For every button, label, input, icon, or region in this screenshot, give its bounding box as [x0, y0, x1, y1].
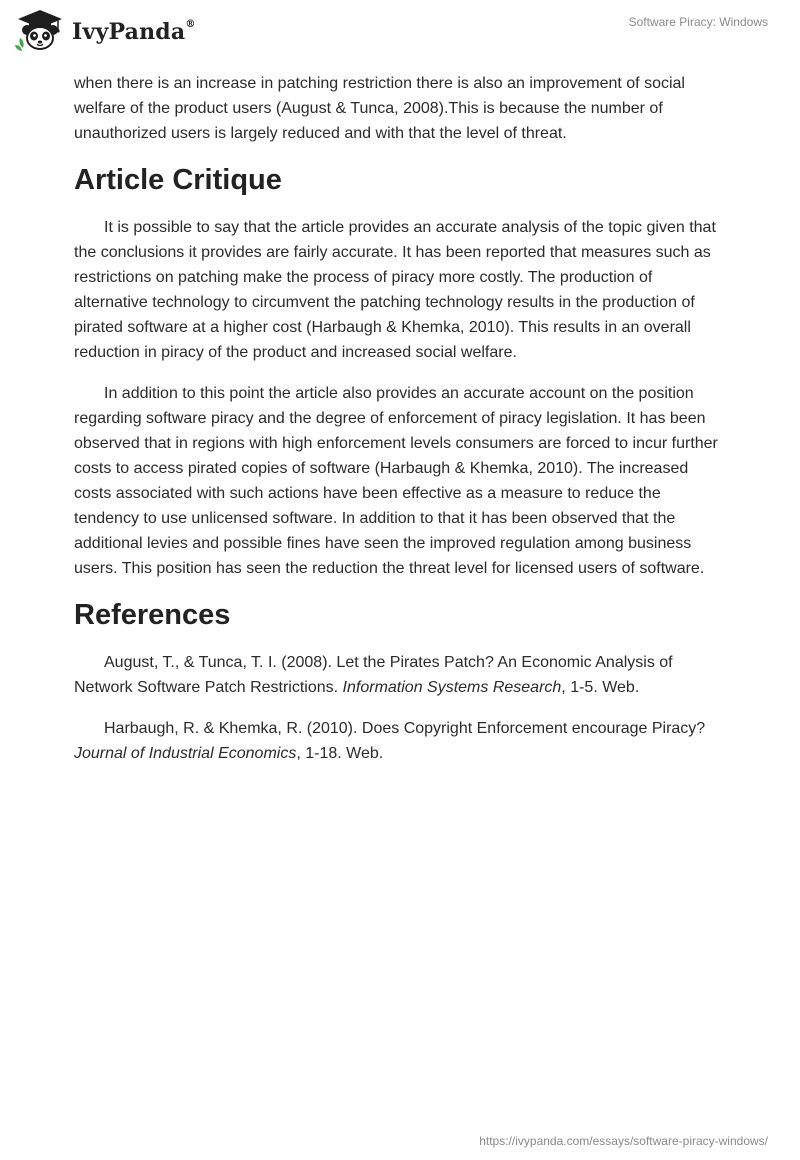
reference-item: August, T., & Tunca, T. I. (2008). Let the Pirates Patch? An Economic Analysis of Network Software Patch Restrictions. Information Systems Research, 1-5. Web. [74, 654, 673, 696]
reference-item: Harbaugh, R. & Khemka, R. (2010). Does Copyright Enforcement encourage Piracy? Journal of Industrial Economics, 1-18. Web. [74, 720, 706, 762]
panda-graduate-logo-icon [14, 8, 66, 52]
article-critique-heading: Article Critique [74, 164, 282, 196]
ivypanda-logo[interactable] [14, 8, 196, 52]
references-heading: References [74, 599, 231, 631]
document-title: Software Piracy: Windows [628, 15, 768, 29]
critique-paragraph-2: In addition to this point the article also provides an accurate account on the position regarding software piracy and the degree of enforcement of piracy legislation. It has been observed that in regions with high enforcement levels consumers are forced to incur further costs to access pirated copies of software (Harbaugh & Khemka, 2010). The increased costs associated with such actions have been effective as a measure to reduce the tendency to use unlicensed software. In addition to that it has been observed that the additional levies and possible fines have seen the improved regulation among business users. This position has seen the reduction the threat level for licensed users of software. [74, 385, 718, 577]
essay-content [74, 71, 726, 766]
intro-paragraph: when there is an increase in patching restriction there is also an improvement of social welfare of the product users (August & Tunca, 2008).This is because the number of unauthorized users is largely reduced and with that the level of threat. [74, 75, 685, 142]
brand-name: IvyPanda® [72, 18, 196, 45]
page-header [0, 0, 800, 70]
critique-paragraph-1: It is possible to say that the article provides an accurate analysis of the topic given that the conclusions it provides are fairly accurate. It has been reported that measures such as restrictions on patching make the process of piracy more costly. The production of alternative technology to circumvent the patching technology results in the production of pirated software at a higher cost (Harbaugh & Khemka, 2010). This results in an overall reduction in piracy of the product and increased social welfare. [74, 219, 716, 361]
source-url-link[interactable]: https://ivypanda.com/essays/software-piracy-windows/ [479, 1134, 768, 1148]
